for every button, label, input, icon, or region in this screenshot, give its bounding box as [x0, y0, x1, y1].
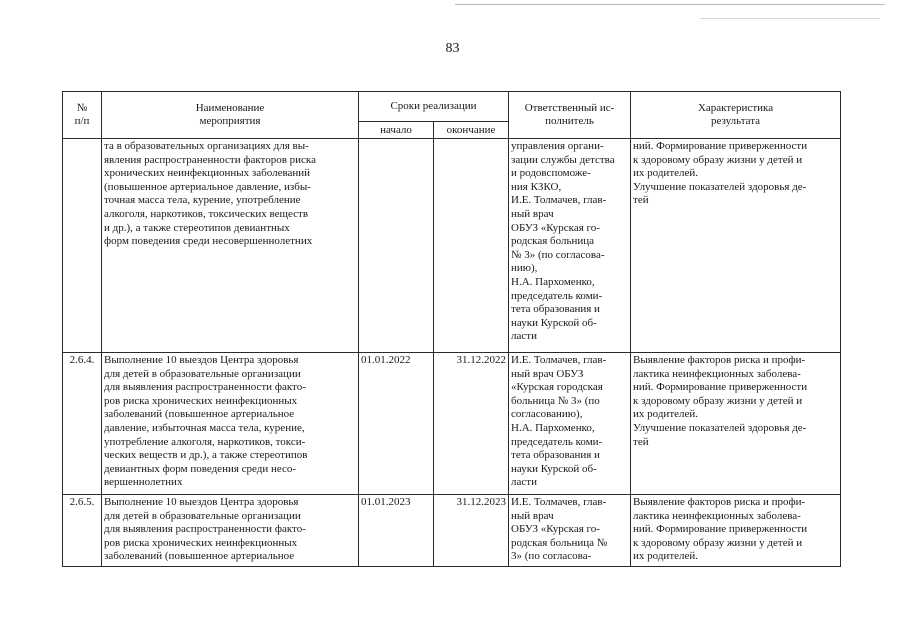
row-number: 2.6.4. [63, 353, 102, 495]
header-start: начало [359, 122, 434, 139]
header-responsible: Ответственный ис- полнитель [509, 92, 631, 139]
row-start-date: 01.01.2023 [359, 495, 434, 567]
row-responsible: управления органи- зации службы детства и родовспоможе- ния КЗКО, И.Е. Толмачев, глав- ный врач ОБУЗ «Курская го- родская больница № 3» (по согласова- нию), Н.А. Пархоменко, председатель коми- тета образования и науки Курской об- ласти [509, 139, 631, 353]
row-start-date: 01.01.2022 [359, 353, 434, 495]
row-name: та в образовательных организациях для вы- явления распространенности факторов риска хронических неинфекционных заболеваний (повышенное артериальное давление, избы- точная масса тела, курение, употребление алкоголя, наркотиков, токсических веществ и др.), а также стереотипов девиантных форм поведения среди несовершеннолетних [102, 139, 359, 353]
row-responsible: И.Е. Толмачев, глав- ный врач ОБУЗ «Курская го- родская больница № 3» (по согласова- [509, 495, 631, 567]
header-number: № п/п [63, 92, 102, 139]
header-result: Характеристика результата [631, 92, 841, 139]
scan-artifact-line [700, 18, 880, 19]
table-row [63, 139, 841, 353]
row-result: ний. Формирование приверженности к здоровому образу жизни у детей и их родителей. Улучшение показателей здоровья де- тей [631, 139, 841, 353]
table-row [63, 495, 841, 567]
row-responsible: И.Е. Толмачев, глав- ный врач ОБУЗ «Курская городская больница № 3» (по согласованию), Н.А. Пархоменко, председатель коми- тета образования и науки Курской об- ласти [509, 353, 631, 495]
row-start-date [359, 139, 434, 353]
row-end-date: 31.12.2022 [434, 353, 509, 495]
row-name: Выполнение 10 выездов Центра здоровья для детей в образовательные организации для выявления распространенности факто- ров риска хронических неинфекционных заболеваний (повышенное артериальное давление, избыточная масса тела, курение, употребление алкоголя, наркотиков, токси- ческих веществ и др.), а также стереотипов девиантных форм поведения среди несо- вершеннолетних [102, 353, 359, 495]
row-result: Выявление факторов риска и профи- лактика неинфекционных заболева- ний. Формирование приверженности к здоровому образу жизни у детей и их родителей. [631, 495, 841, 567]
row-end-date [434, 139, 509, 353]
page-number: 83 [445, 41, 460, 56]
row-number [63, 139, 102, 353]
table-row [63, 353, 841, 495]
row-name: Выполнение 10 выездов Центра здоровья для детей в образовательные организации для выявления распространенности факто- ров риска хронических неинфекционных заболеваний (повышенное артериальное [102, 495, 359, 567]
measures-table [62, 91, 841, 567]
scan-artifact-line [455, 4, 885, 5]
row-number: 2.6.5. [63, 495, 102, 567]
row-end-date: 31.12.2023 [434, 495, 509, 567]
header-name: Наименование мероприятия [102, 92, 359, 139]
header-end: окончание [434, 122, 509, 139]
row-result: Выявление факторов риска и профи- лактика неинфекционных заболева- ний. Формирование приверженности к здоровому образу жизни у детей и их родителей. Улучшение показателей здоровья де- тей [631, 353, 841, 495]
header-terms: Сроки реализации [359, 92, 509, 122]
